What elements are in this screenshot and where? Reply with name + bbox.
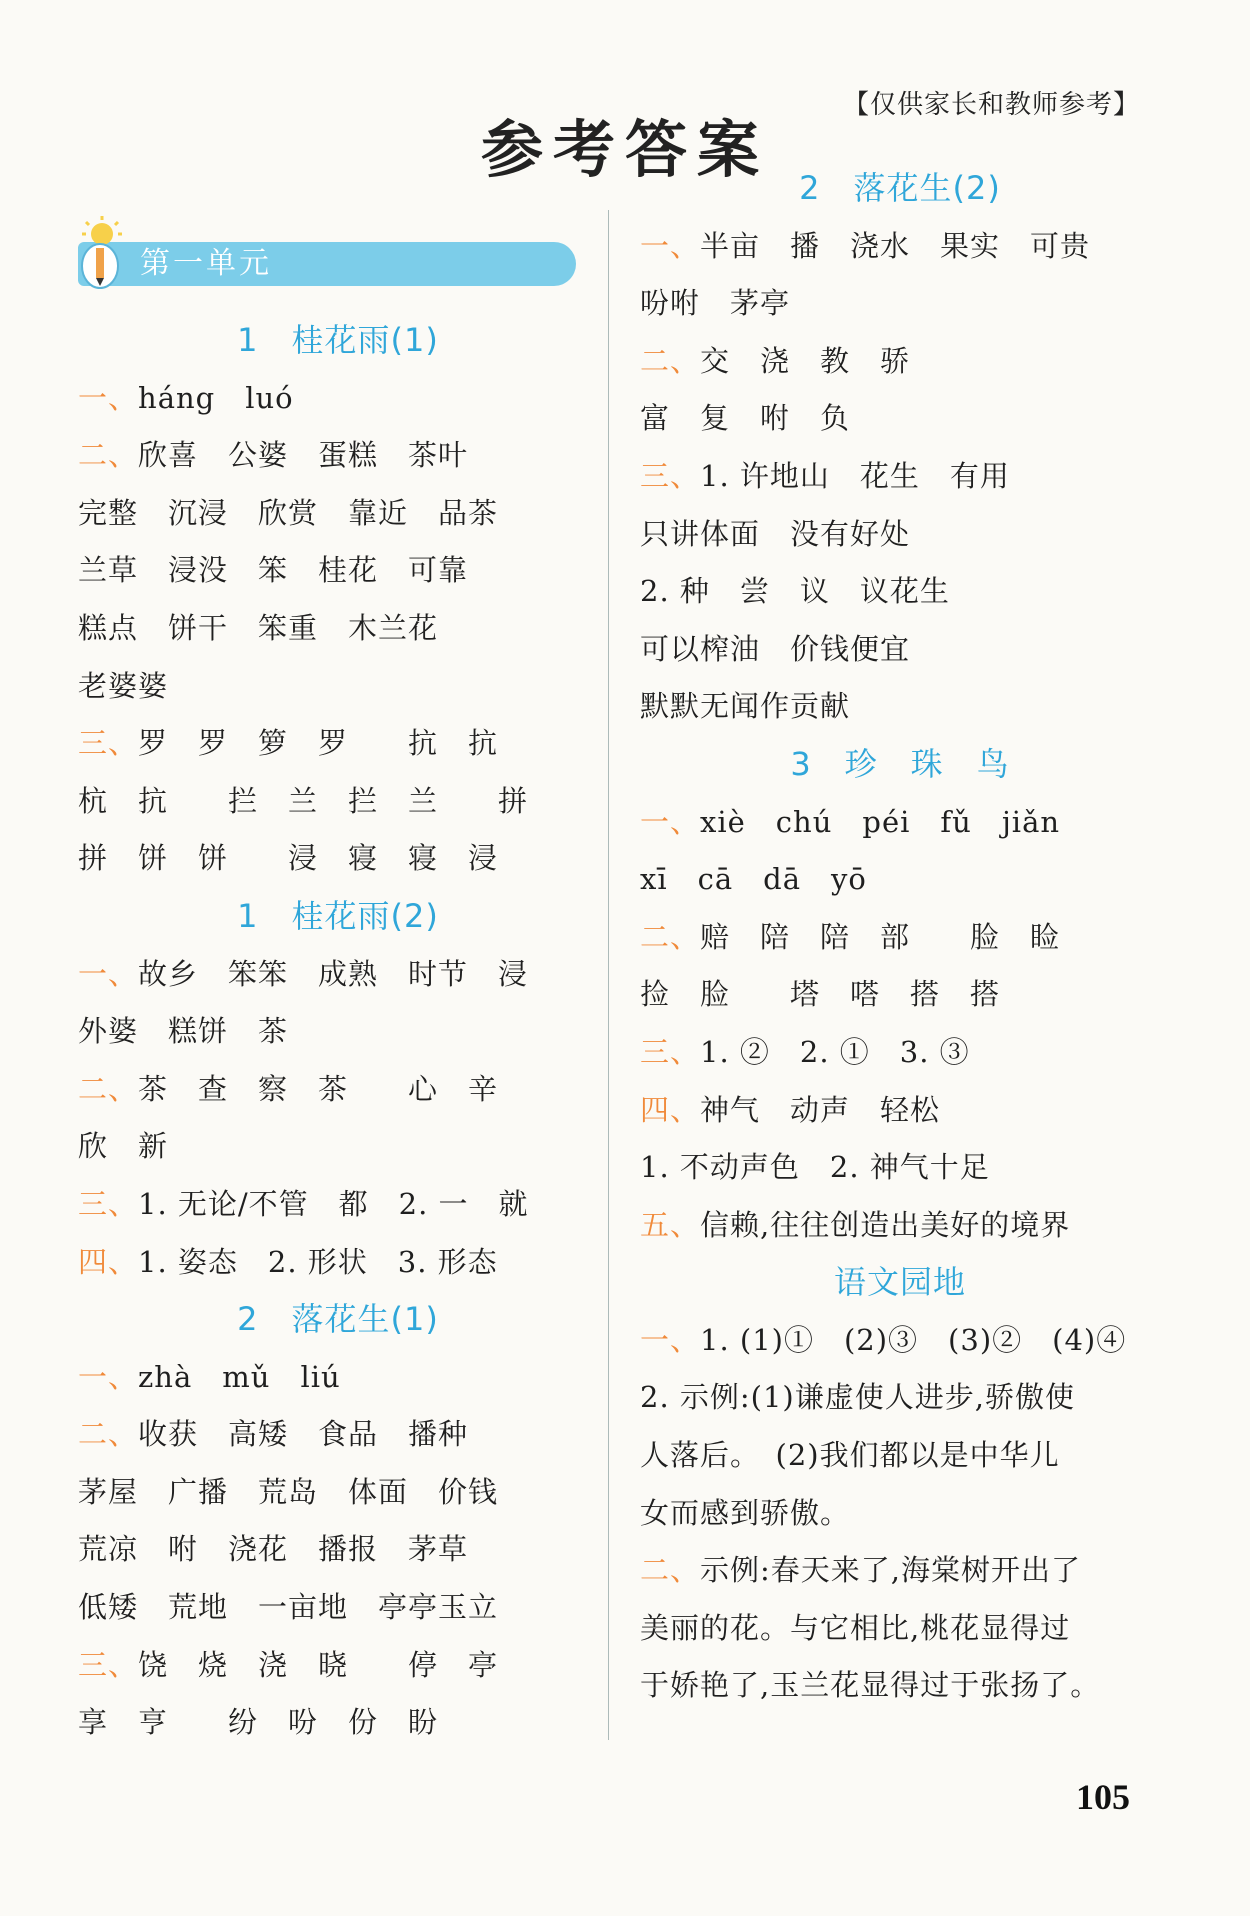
- answer-text: 兰草 浸没 笨 桂花 可靠: [78, 553, 469, 588]
- answer-text: 收获 高矮 食品 播种: [138, 1417, 469, 1452]
- question-marker: 一、: [640, 228, 701, 263]
- question-marker: 三、: [640, 1034, 701, 1069]
- answer-line: [640, 794, 1160, 852]
- answer-text: xiè chú péi fǔ jiǎn: [700, 804, 1061, 839]
- answer-line: [78, 715, 598, 773]
- answer-line: [78, 1464, 598, 1522]
- answer-text: 低矮 荒地 一亩地 亭亭玉立: [78, 1590, 499, 1625]
- lesson-heading: 1 桂花雨(2): [237, 896, 439, 935]
- answer-text: 1. 无论/不管 都 2. 一 就: [138, 1186, 529, 1221]
- question-marker: 二、: [78, 438, 139, 473]
- answer-text: 茅屋 广播 荒岛 体面 价钱: [78, 1474, 499, 1509]
- answer-text: 杭 抗 拦 兰 拦 兰 拼: [78, 783, 529, 818]
- lesson-heading: 语文园地: [833, 1263, 966, 1302]
- unit-banner: [78, 238, 598, 286]
- answer-block: [640, 218, 1160, 736]
- answer-line: [640, 621, 1160, 679]
- left-column: [78, 222, 598, 1752]
- lesson-heading: 3 珍 珠 鸟: [790, 744, 1010, 783]
- answer-text: 女而感到骄傲。: [640, 1495, 851, 1530]
- answer-block: [78, 1349, 598, 1752]
- answer-text: 1. (1)① (2)③ (3)② (4)④: [700, 1322, 1127, 1357]
- answer-line: [640, 1427, 1160, 1485]
- question-marker: 三、: [78, 1647, 139, 1682]
- answer-line: [640, 1542, 1160, 1600]
- answer-line: [78, 1003, 598, 1061]
- answer-line: [78, 1061, 598, 1119]
- question-marker: 三、: [640, 458, 701, 493]
- answer-line: [78, 1694, 598, 1752]
- answer-line: [78, 946, 598, 1004]
- answer-text: 欣喜 公婆 蛋糕 茶叶: [138, 438, 469, 473]
- answer-text: 享 亨 纷 吩 份 盼: [78, 1705, 439, 1740]
- answer-text: 默默无闻作贡献: [640, 689, 851, 724]
- answer-text: 1. 不动声色 2. 神气十足: [640, 1150, 990, 1185]
- question-marker: 二、: [640, 919, 701, 954]
- pencil-sun-icon: [74, 214, 132, 290]
- answer-text: 老婆婆: [78, 668, 169, 703]
- answer-text: háng luó: [138, 380, 294, 415]
- answer-text: 饶 烧 浇 晓 停 亭: [138, 1647, 499, 1682]
- answer-text: 故乡 笨笨 成熟 时节 浸: [138, 956, 529, 991]
- answer-line: [640, 1139, 1160, 1197]
- answer-text: 外婆 糕饼 茶: [78, 1014, 289, 1049]
- answer-text: 赔 陪 陪 部 脸 睑: [700, 919, 1061, 954]
- answer-text: 信赖,往往创造出美好的境界: [700, 1207, 1071, 1242]
- unit-title: 第一单元: [140, 246, 272, 281]
- answer-line: [78, 427, 598, 485]
- answer-line: [78, 600, 598, 658]
- question-marker: 四、: [640, 1092, 701, 1127]
- answer-line: [640, 1600, 1160, 1658]
- answer-text: xī cā dā yō: [640, 862, 867, 897]
- answer-text: 于娇艳了,玉兰花显得过于张扬了。: [640, 1668, 1101, 1703]
- answer-block: [78, 370, 598, 888]
- answer-line: [640, 448, 1160, 506]
- answer-text: 只讲体面 没有好处: [640, 516, 911, 551]
- answer-line: [78, 658, 598, 716]
- answer-line: [640, 1485, 1160, 1543]
- question-marker: 二、: [78, 1071, 139, 1106]
- answer-line: [78, 1521, 598, 1579]
- answer-block: [640, 1312, 1160, 1715]
- answer-text: 欣 新: [78, 1129, 169, 1164]
- answer-text: 神气 动声 轻松: [700, 1092, 941, 1127]
- answer-line: [640, 218, 1160, 276]
- page-number: 105: [1076, 1777, 1130, 1817]
- answer-line: [78, 542, 598, 600]
- answer-line: [78, 1349, 598, 1407]
- answer-text: 美丽的花。与它相比,桃花显得过: [640, 1610, 1071, 1645]
- answer-line: [640, 506, 1160, 564]
- lesson-heading: 2 落花生(2): [799, 169, 1001, 207]
- answer-text: 1. 许地山 花生 有用: [700, 458, 1010, 493]
- answer-text: 罗 罗 箩 罗 抗 抗: [138, 726, 499, 761]
- answer-line: [78, 1579, 598, 1637]
- answer-line: [78, 830, 598, 888]
- answer-text: 拼 饼 饼 浸 寝 寝 浸: [78, 841, 499, 876]
- answer-line: [640, 909, 1160, 967]
- lesson-heading: 1 桂花雨(1): [237, 321, 439, 359]
- answer-text: 2. 种 尝 议 议花生: [640, 574, 950, 609]
- answer-line: [640, 851, 1160, 909]
- answer-text: 完整 沉浸 欣赏 靠近 品茶: [78, 495, 499, 530]
- right-column: [640, 160, 1160, 1715]
- question-marker: 五、: [640, 1207, 701, 1242]
- answer-text: 半亩 播 浇水 果实 可贵: [700, 228, 1091, 263]
- answer-text: 2. 示例:(1)谦虚使人进步,骄傲使: [640, 1380, 1075, 1415]
- answer-text: 可以榨油 价钱便宜: [640, 631, 911, 666]
- question-marker: 一、: [78, 1359, 139, 1394]
- answer-text: 示例:春天来了,海棠树开出了: [700, 1553, 1082, 1588]
- answer-text: 交 浇 教 骄: [700, 343, 911, 378]
- question-marker: 一、: [640, 804, 701, 839]
- answer-text: 1. ② 2. ① 3. ③: [700, 1034, 970, 1069]
- answer-line: [78, 1406, 598, 1464]
- answer-block: [640, 794, 1160, 1255]
- answer-line: [640, 563, 1160, 621]
- answer-line: [640, 390, 1160, 448]
- answer-line: [640, 1657, 1160, 1715]
- answer-line: [78, 1176, 598, 1234]
- answer-text: 吩咐 茅亭: [640, 286, 791, 321]
- question-marker: 一、: [78, 380, 139, 415]
- answer-line: [78, 485, 598, 543]
- answer-line: [640, 333, 1160, 391]
- answer-line: [640, 966, 1160, 1024]
- answer-text: 茶 查 察 茶 心 辛: [138, 1071, 499, 1106]
- question-marker: 三、: [78, 1186, 139, 1221]
- question-marker: 一、: [640, 1322, 701, 1357]
- question-marker: 二、: [78, 1417, 139, 1452]
- answer-line: [640, 1197, 1160, 1255]
- answer-line: [640, 1312, 1160, 1370]
- question-marker: 一、: [78, 956, 139, 991]
- question-marker: 二、: [640, 1553, 701, 1588]
- answer-line: [640, 1082, 1160, 1140]
- answer-line: [640, 275, 1160, 333]
- question-marker: 三、: [78, 726, 139, 761]
- answer-line: [78, 370, 598, 428]
- page-title: 参考答案: [480, 113, 769, 186]
- question-marker: 二、: [640, 343, 701, 378]
- answer-line: [640, 1369, 1160, 1427]
- answer-line: [78, 1637, 598, 1695]
- answer-block: [78, 946, 598, 1292]
- usage-notice: 【仅供家长和教师参考】: [842, 90, 1140, 120]
- answer-text: 1. 姿态 2. 形状 3. 形态: [138, 1244, 498, 1279]
- question-marker: 四、: [78, 1244, 139, 1279]
- answer-text: 糕点 饼干 笨重 木兰花: [78, 610, 439, 645]
- lesson-heading: 2 落花生(1): [237, 1300, 439, 1339]
- answer-line: [78, 1118, 598, 1176]
- answer-text: 荒凉 咐 浇花 播报 茅草: [78, 1532, 469, 1567]
- answer-line: [640, 678, 1160, 736]
- answer-line: [78, 773, 598, 831]
- answer-text: 人落后。 (2)我们都以是中华儿: [640, 1438, 1060, 1473]
- answer-text: 捡 脸 塔 嗒 搭 搭: [640, 977, 1001, 1012]
- column-divider: [608, 210, 609, 1740]
- answer-line: [78, 1234, 598, 1292]
- answer-line: [640, 1024, 1160, 1082]
- answer-text: zhà mǔ liú: [138, 1359, 341, 1394]
- answer-text: 富 复 咐 负: [640, 401, 851, 436]
